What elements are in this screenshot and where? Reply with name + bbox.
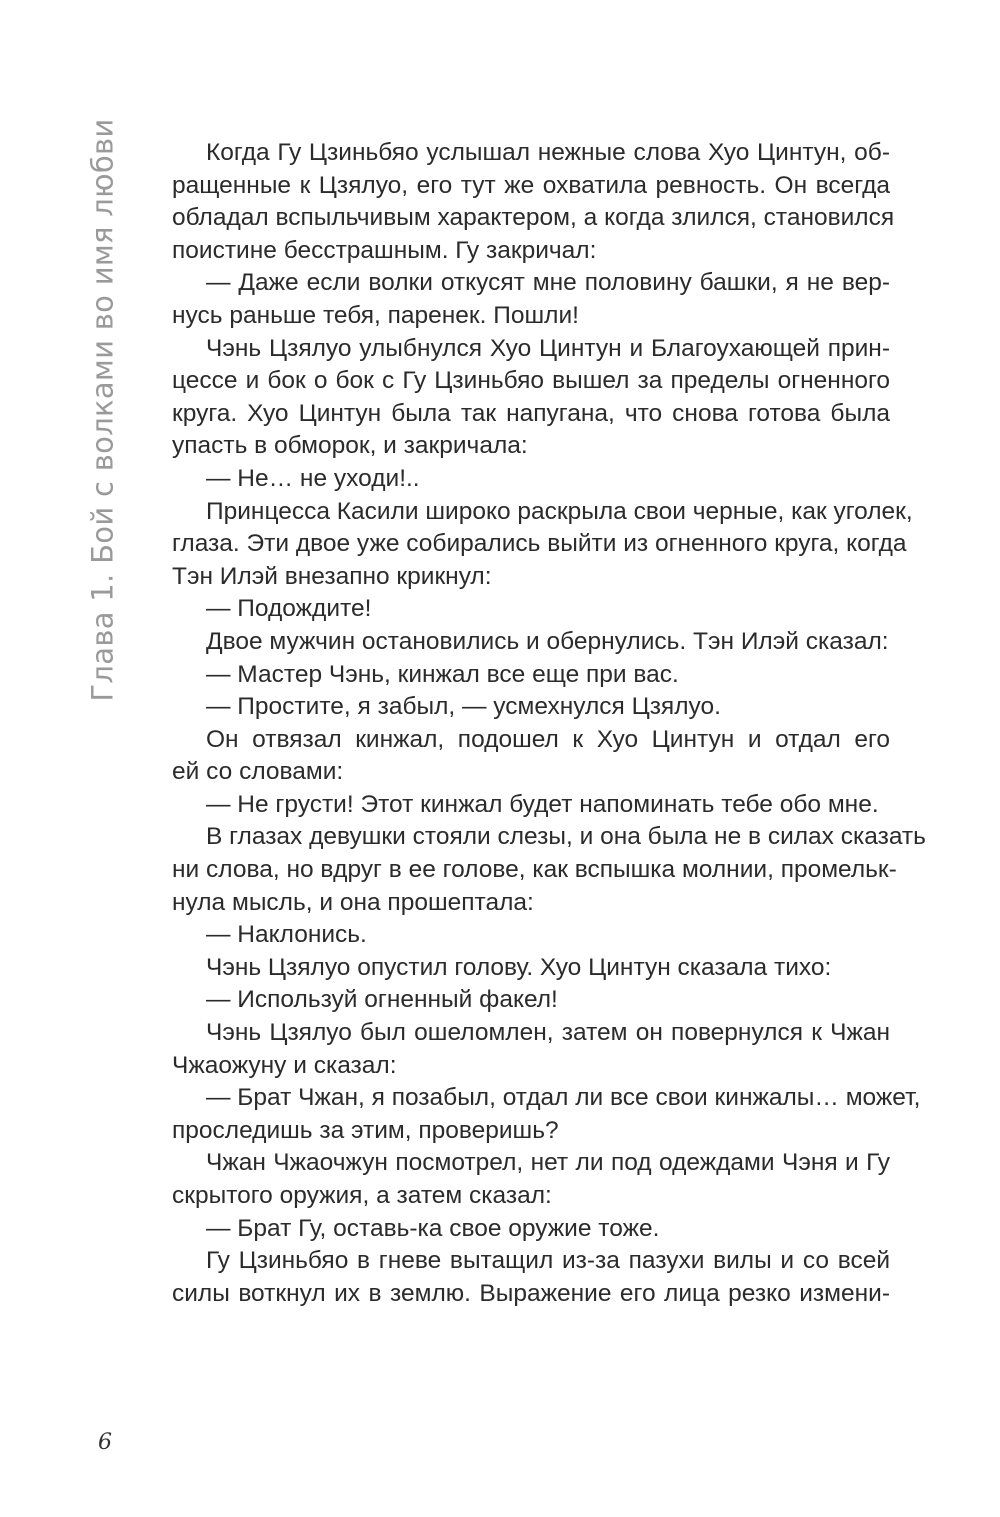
text-line: упасть в обморок, и закричала: [172,432,528,460]
text-line: Принцесса Касили широко раскрыла свои черные, как уголек, [206,497,913,525]
text-line: Чэнь Цзялуо улыбнулся Хуо Цинтун и Благоухающей прин- [206,334,890,362]
text-line: Чжаожуну и сказал: [172,1051,397,1079]
text-line: Чжан Чжаочжун посмотрел, нет ли под одеждами Чэня и Гу [206,1149,890,1177]
running-head [78,118,128,702]
page-number: 6 [98,1430,112,1455]
text-line: глаза. Эти двое уже собирались выйти из огненного круга, когда [172,530,907,558]
text-line: Он отвязал кинжал, подошел к Хуо Цинтун и отдал его [206,725,890,753]
text-line: нусь раньше тебя, паренек. Пошли! [172,301,579,329]
text-line: ей со словами: [172,758,344,786]
text-line: Когда Гу Цзиньбяо услышал нежные слова Хуо Цинтун, об- [206,139,890,166]
text-line: круга. Хуо Цинтун была так напугана, что снова готова была [172,399,890,427]
text-line: — Не грусти! Этот кинжал будет напоминать тебе обо мне. [206,790,879,818]
text-line: Чэнь Цзялуо был ошеломлен, затем он повернулся к Чжан [206,1019,890,1047]
text-line: проследишь за этим, проверишь? [172,1116,559,1144]
text-line: — Используй огненный факел! [206,986,558,1014]
text-line: — Простите, я забыл, — усмехнулся Цзялуо. [206,693,721,721]
text-line: — Брат Чжан, я позабыл, отдал ли все свои кинжалы… может, [206,1084,921,1112]
text-line: скрытого оружия, а затем сказал: [172,1182,552,1209]
text-line: В глазах девушки стояли слезы, и она была не в силах сказать [206,823,926,851]
body-text [172,137,926,1310]
text-line: — Даже если волки откусят мне половину башки, я не вер- [206,269,890,297]
text-line: — Подождите! [206,595,372,623]
text-line: Гу Цзиньбяо в гневе вытащил из-за пазухи вилы и со всей [206,1247,890,1275]
text-line: нула мысль, и она прошептала: [172,888,534,916]
text-line: — Брат Гу, оставь-ка свое оружие тоже. [206,1214,660,1242]
text-line: Чэнь Цзялуо опустил голову. Хуо Цинтун сказала тихо: [206,953,832,981]
text-line: поистине бесстрашным. Гу закричал: [172,236,597,264]
text-line: ращенные к Цзялуо, его тут же охватила ревность. Он всегда [172,171,890,199]
text-line: Двое мужчин остановились и обернулись. Тэн Илэй сказал: [206,627,889,655]
text-line: силы воткнул их в землю. Выражение его лица резко измени- [172,1279,890,1307]
text-line: Тэн Илэй внезапно крикнул: [172,562,492,590]
text-line: — Не… не уходи!.. [206,464,420,492]
text-line: — Наклонись. [206,921,367,949]
text-line: ни слова, но вдруг в ее голове, как вспышка молнии, промельк- [172,856,897,884]
text-line: цессе и бок о бок с Гу Цзиньбяо вышел за пределы огненного [172,367,890,395]
text-line: — Мастер Чэнь, кинжал все еще при вас. [206,660,679,688]
text-line: обладал вспыльчивым характером, а когда злился, становился [172,204,895,232]
running-head-text: Глава 1. Бой с волками во имя любви [86,118,121,702]
